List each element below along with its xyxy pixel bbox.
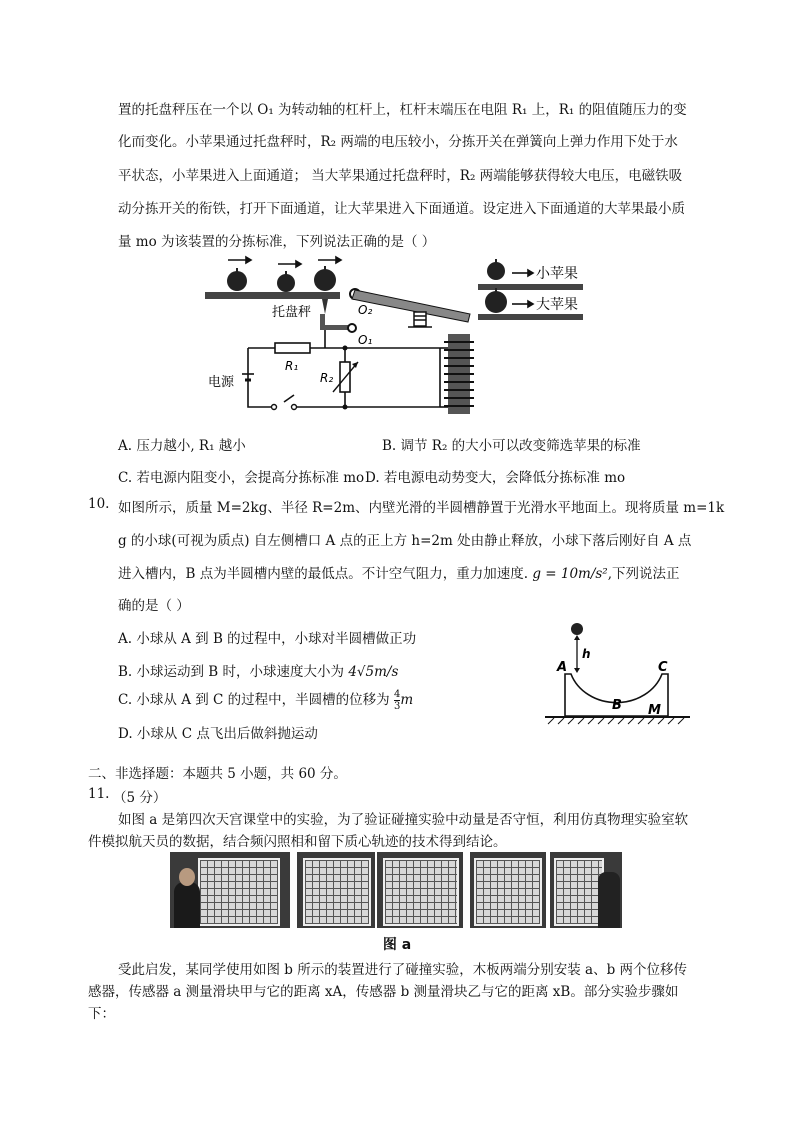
q11-score: （5 分） xyxy=(113,790,167,806)
o2-label: O₂ xyxy=(358,303,373,317)
q11-p2-line-3: 下： xyxy=(88,1006,115,1022)
gravity-formula: g = 10m/s² xyxy=(532,566,608,582)
q11-p1-line-1: 如图 a 是第四次天宫课堂中的实验，为了验证碰撞实验中动量是否守恒，利用仿真物理实验室软 xyxy=(118,812,689,828)
lower-channel xyxy=(478,314,583,320)
tray-plate xyxy=(310,292,340,299)
q10-option-c-text: C. 小球从 A 到 C 的过程中，半圆槽的位移为 xyxy=(118,692,390,708)
h-label: h xyxy=(582,647,591,661)
fraction-denominator: 3 xyxy=(393,701,401,712)
q10-number: 10. xyxy=(88,496,110,512)
q10-line-4: 确的是（ ） xyxy=(118,598,190,614)
q10-option-b-math: 4√5m/s xyxy=(348,664,399,680)
motion-arrows xyxy=(228,257,341,267)
q11-p1-line-2: 件模拟航天员的数据，结合频闪照相和留下质心轨迹的技术得到结论。 xyxy=(88,834,507,850)
q9-line-3: 平状态，小苹果进入上面通道； 当大苹果通过托盘秤时，R₂ 两端能够获得较大电压，电磁铁吸 xyxy=(118,168,683,184)
fraction-numerator: 4 xyxy=(393,689,401,700)
q10-option-b[interactable] xyxy=(118,660,398,680)
half-groove-diagram xyxy=(540,616,700,726)
point-c-label: C xyxy=(658,660,668,675)
photo-frame-5 xyxy=(550,852,622,928)
apples-on-belt xyxy=(227,266,336,292)
photo-frame-1 xyxy=(170,852,290,928)
ball xyxy=(571,623,583,635)
q10-line-3 xyxy=(118,562,680,582)
mass-m-label: M xyxy=(648,703,661,718)
q11-p2-line-1: 受此启发，某同学使用如图 b 所示的装置进行了碰撞实验，木板两端分别安装 a、b 两个位移传 xyxy=(118,962,687,978)
small-apple-label: 小苹果 xyxy=(536,266,578,282)
q9-option-b[interactable]: B. 调节 R₂ 的大小可以改变筛选苹果的标准 xyxy=(382,438,641,454)
tray-stem xyxy=(322,299,328,314)
r1-label: R₁ xyxy=(285,359,299,373)
figure-a-caption: 图 a xyxy=(382,937,412,953)
tray-scale-label: 托盘秤 xyxy=(272,305,312,320)
q9-option-d[interactable]: D. 若电源电动势变大，会降低分拣标准 mo xyxy=(365,470,626,486)
q10-option-b-text: B. 小球运动到 B 时，小球速度大小为 xyxy=(118,664,345,680)
q9-line-4: 动分拣开关的衔铁，打开下面通道，让大苹果进入下面通道。设定进入下面通道的大苹果最小质 xyxy=(118,201,685,217)
o1-label: O₁ xyxy=(358,333,373,347)
q10-line-3a: 进入槽内，B 点为半圆槽内壁的最低点。不计空气阻力，重力加速度. xyxy=(118,566,529,582)
q9-line-1: 置的托盘秤压在一个以 O₁ 为转动轴的杠杆上，杠杆末端压在电阻 R₁ 上，R₁ 的阻值随压力的变 xyxy=(118,102,687,118)
photo-frame-3 xyxy=(377,852,463,928)
big-apple-label: 大苹果 xyxy=(536,297,578,313)
point-a-label: A xyxy=(557,660,568,675)
q9-option-a[interactable]: A. 压力越小, R₁ 越小 xyxy=(118,438,246,454)
point-b-label: B xyxy=(612,698,622,713)
pivot-o1 xyxy=(348,324,356,332)
photo-frame-4 xyxy=(470,852,546,928)
q9-line-5: 量 mo 为该装置的分拣标准，下列说法正确的是（ ） xyxy=(118,234,436,250)
resistor-r1 xyxy=(275,343,310,353)
q10-option-c[interactable] xyxy=(118,688,413,712)
q9-line-2: 化而变化。小苹果通过托盘秤时，R₂ 两端的电压较小，分拣开关在弹簧向上弹力作用下处于水 xyxy=(118,134,678,150)
upper-channel xyxy=(478,284,583,290)
q11-p2-line-2: 感器，传感器 a 测量滑块甲与它的距离 xA，传感器 b 测量滑块乙与它的距离 xB。部分实验步骤如 xyxy=(88,984,679,1000)
r2-label: R₂ xyxy=(320,371,334,385)
q10-option-a[interactable]: A. 小球从 A 到 B 的过程中，小球对半圆槽做正功 xyxy=(118,631,417,647)
q10-line-3c: ,下列说法正 xyxy=(607,566,680,582)
q10-line-2: g 的小球(可视为质点) 自左侧槽口 A 点的正上方 h=2m 处由静止释放，小球下落后刚好自 A 点 xyxy=(118,533,692,549)
photo-frame-2 xyxy=(297,852,375,928)
q10-line-1: 如图所示，质量 M=2kg、半径 R=2m、内壁光滑的半圆槽静置于光滑水平地面上。现将质量 m=1k xyxy=(118,500,725,516)
q10-option-c-unit: m xyxy=(400,692,414,708)
q10-option-d[interactable]: D. 小球从 C 点飞出后做斜抛运动 xyxy=(118,726,318,742)
q11-number: 11. xyxy=(88,786,110,802)
power-label: 电源 xyxy=(208,375,235,390)
section-2-heading: 二、非选择题：本题共 5 小题，共 60 分。 xyxy=(88,766,347,782)
q9-option-c[interactable]: C. 若电源内阻变小，会提高分拣标准 mo xyxy=(118,470,365,486)
apple-sorter-diagram xyxy=(200,252,620,417)
